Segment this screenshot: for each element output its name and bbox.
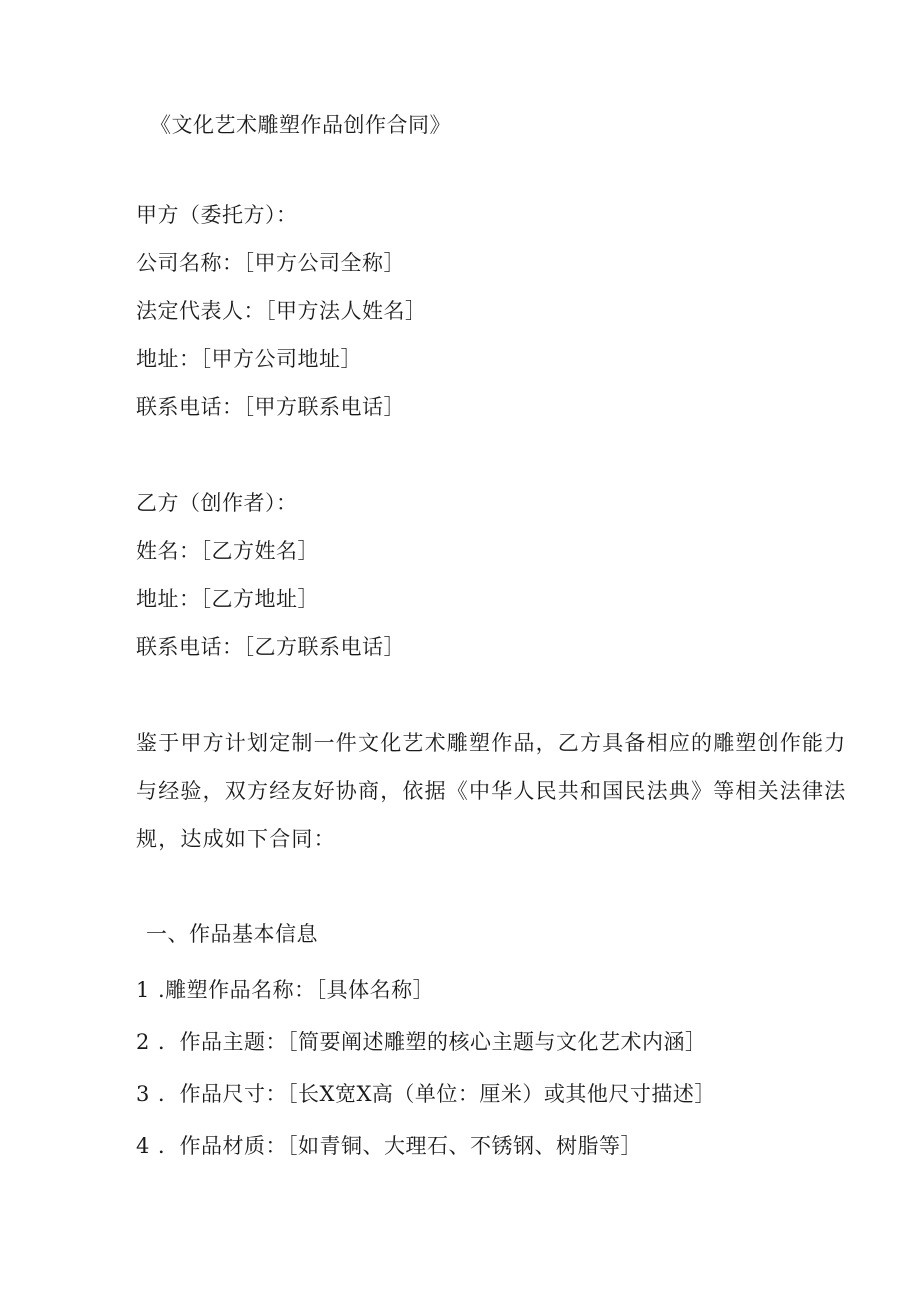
document-title: 《文化艺术雕塑作品创作合同》 [150,113,451,137]
party-a-phone: 联系电话：［甲方联系电话］ [136,395,405,419]
item-number: 3 [136,1082,150,1106]
item-text: ．作品尺寸：［长X宽X高（单位：厘米）或其他尺寸描述］ [158,1082,716,1106]
list-item [136,1081,716,1107]
list-item [136,1133,642,1159]
preamble-line: 规，达成如下合同： [136,827,336,851]
party-a-company-name: 公司名称：［甲方公司全称］ [136,251,405,275]
item-text: ．作品主题：［简要阐述雕塑的核心主题与文化艺术内涵］ [158,1030,707,1054]
section-heading: 一、作品基本信息 [146,922,318,946]
party-a-heading: 甲方（委托方）： [136,203,298,227]
list-item [136,1029,707,1055]
item-text: .雕塑作品名称：［具体名称］ [158,978,435,1002]
party-b-address: 地址：［乙方地址］ [136,587,319,611]
item-text: ．作品材质：［如青铜、大理石、不锈钢、树脂等］ [158,1134,642,1158]
list-item [136,977,434,1003]
party-b-heading: 乙方（创作者）： [136,491,298,515]
party-b-name: 姓名：［乙方姓名］ [136,539,319,563]
party-a-legal-rep: 法定代表人：［甲方法人姓名］ [136,299,427,323]
party-b-phone: 联系电话：［乙方联系电话］ [136,635,405,659]
item-number: 4 [136,1134,150,1158]
item-number: 2 [136,1030,150,1054]
party-a-address: 地址：［甲方公司地址］ [136,347,362,371]
item-number: 1 [136,978,150,1002]
preamble-line: 与经验，双方经友好协商，依据《中华人民共和国民法典》等相关法律法 [136,779,847,803]
preamble-line: 鉴于甲方计划定制一件文化艺术雕塑作品，乙方具备相应的雕塑创作能力 [136,731,847,755]
